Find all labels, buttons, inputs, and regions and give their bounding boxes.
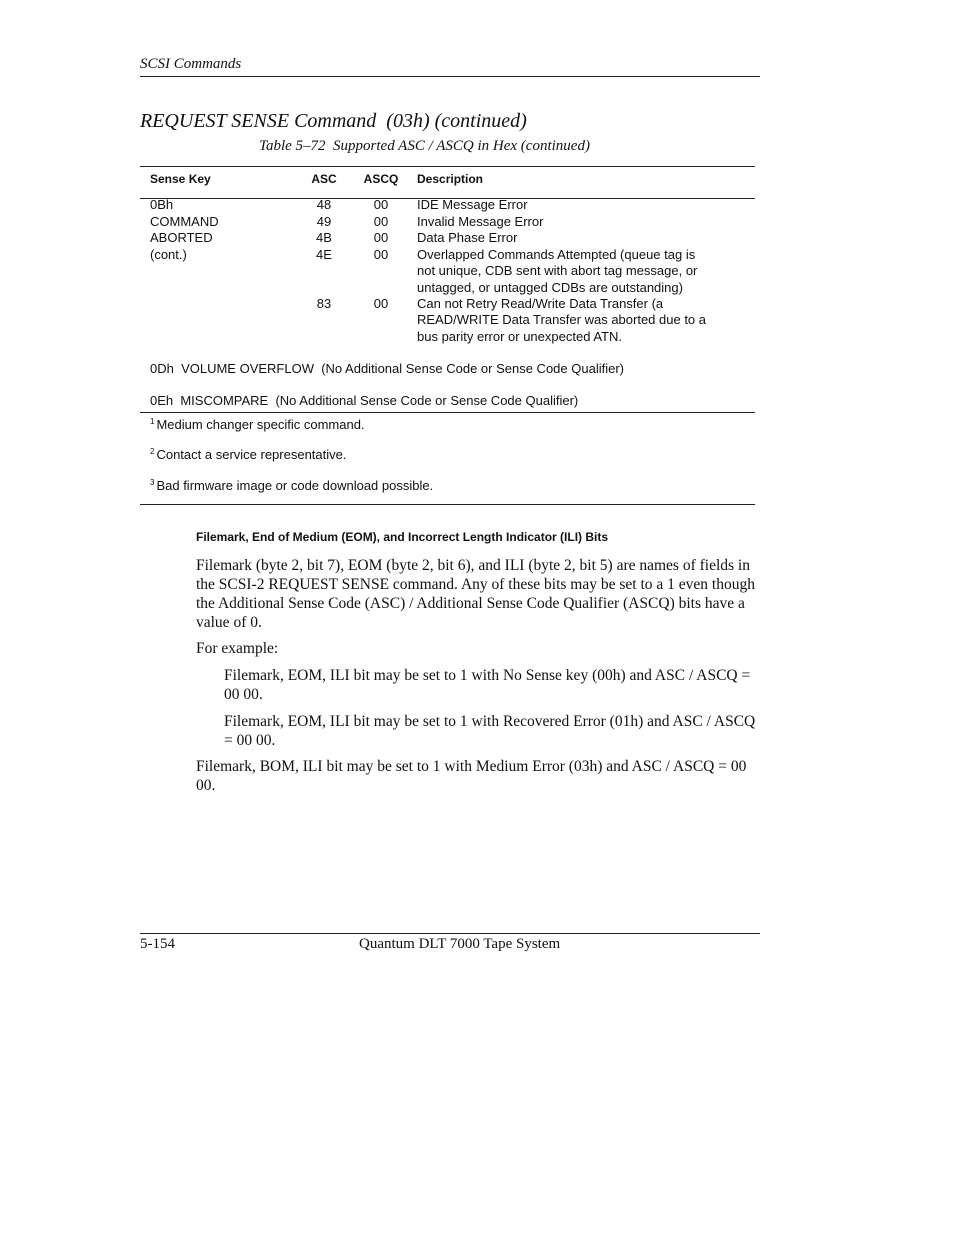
- description-cell: READ/WRITE Data Transfer was aborted due to a: [417, 312, 707, 327]
- description-cell: Overlapped Commands Attempted (queue tag is: [417, 246, 696, 262]
- body-paragraph: Filemark, BOM, ILI bit may be set to 1 with Medium Error (03h) and ASC / ASCQ = 00 00.: [196, 758, 747, 794]
- table-bottom-rule: [140, 504, 755, 505]
- footnote: [150, 447, 347, 462]
- ascq-cell: 00: [373, 246, 389, 262]
- footnote-text: Contact a service representative.: [156, 447, 347, 462]
- description-cell: Invalid Message Error: [417, 213, 544, 229]
- footnote-mark: 2: [150, 447, 155, 456]
- body-paragraph: For example:: [196, 640, 279, 657]
- description-cell: IDE Message Error: [417, 197, 528, 212]
- body-paragraph: Filemark (byte 2, bit 7), EOM (byte 2, bit 6), and ILI (byte 2, bit 5) are names of fields in the SCSI-2 REQUEST SENSE command. Any of these bits may be set to a 1 even though the Additional Sense Code (ASC) / Additional Sense Code Qualifier (ASCQ) bits have a value of 0.: [196, 557, 755, 631]
- footnote-mark: 3: [150, 478, 155, 487]
- header-rule: [140, 76, 760, 77]
- column-header-description: Description: [417, 172, 484, 186]
- table-top-rule: [140, 166, 755, 167]
- asc-cell: 4B: [316, 230, 332, 245]
- ascq-cell: 00: [373, 295, 389, 311]
- description-cell: not unique, CDB sent with abort tag message, or: [417, 263, 698, 278]
- column-header-asc: ASC: [311, 172, 337, 186]
- column-header-ascq: ASCQ: [363, 172, 399, 186]
- description-cell: untagged, or untagged CDBs are outstanding): [417, 279, 683, 295]
- subheading: Filemark, End of Medium (EOM), and Incorrect Length Indicator (ILI) Bits: [196, 530, 609, 544]
- example-paragraph: Filemark, EOM, ILI bit may be set to 1 with No Sense key (00h) and ASC / ASCQ = 00 00.: [224, 667, 751, 703]
- ascq-cell: 00: [373, 213, 389, 229]
- footer-rule: [140, 933, 760, 934]
- sense-key-line: ABORTED: [150, 230, 213, 245]
- table-body-end-rule: [140, 412, 755, 413]
- asc-cell: 83: [316, 295, 332, 311]
- sense-key-row-miscompare: 0Eh MISCOMPARE (No Additional Sense Code or Sense Code Qualifier): [150, 393, 579, 408]
- footnote: [150, 417, 365, 432]
- asc-cell: 48: [316, 197, 332, 212]
- running-head: SCSI Commands: [140, 56, 242, 72]
- example-paragraph: Filemark, EOM, ILI bit may be set to 1 with Recovered Error (01h) and ASC / ASCQ = 00 00.: [224, 713, 756, 749]
- sense-key-line: 0Bh: [150, 197, 174, 212]
- sense-key-line: COMMAND: [150, 213, 219, 229]
- asc-cell: 49: [316, 213, 332, 229]
- ascq-cell: 00: [373, 230, 389, 245]
- footnote-mark: 1: [150, 417, 155, 426]
- table-caption: Table 5–72 Supported ASC / ASCQ in Hex (continued): [259, 138, 590, 154]
- description-cell: Data Phase Error: [417, 230, 518, 245]
- page-number: 5-154: [140, 936, 175, 952]
- footnote-text: Medium changer specific command.: [156, 417, 365, 432]
- ascq-cell: 00: [373, 197, 389, 212]
- description-cell: bus parity error or unexpected ATN.: [417, 328, 622, 344]
- book-title: Quantum DLT 7000 Tape System: [359, 936, 561, 952]
- footnote-text: Bad firmware image or code download possible.: [156, 478, 434, 493]
- sense-key-row-volume-overflow: 0Dh VOLUME OVERFLOW (No Additional Sense Code or Sense Code Qualifier): [150, 361, 624, 376]
- sense-key-line: (cont.): [150, 246, 187, 262]
- column-header-sense-key: Sense Key: [150, 172, 211, 186]
- section-title: REQUEST SENSE Command (03h) (continued): [140, 110, 527, 132]
- description-cell: Can not Retry Read/Write Data Transfer (a: [417, 295, 664, 311]
- footnote: [150, 478, 433, 493]
- asc-cell: 4E: [316, 246, 332, 262]
